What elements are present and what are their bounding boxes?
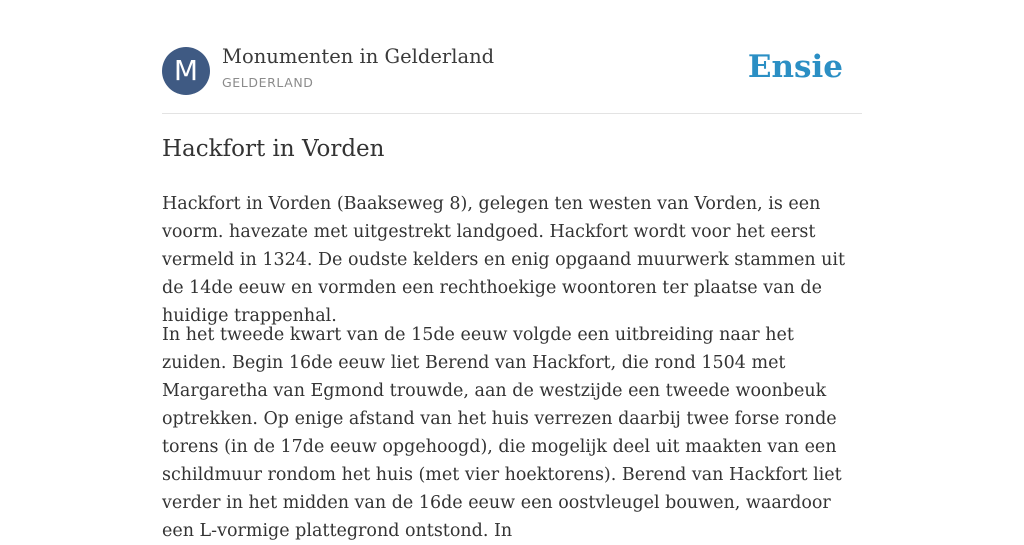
article-paragraph: Hackfort in Vorden (Baakseweg 8), gelegen ten westen van Vorden, is een voorm. havezate met uitgestrekt landgoed. Hackfort wordt voor het eerst vermeld in 1324. De oudste kelders en enig opgaand muurwerk stammen uit de 14de eeuw en vormden een rechthoekige woontoren ter plaatse van de huidige trappenhal. — [162, 194, 846, 326]
article-container — [162, 0, 862, 541]
source-header — [162, 0, 862, 114]
article-title: Hackfort in Vorden — [162, 136, 385, 162]
source-title[interactable]: Monumenten in Gelderland — [222, 45, 495, 68]
source-subtitle[interactable]: GELDERLAND — [222, 75, 314, 90]
article-paragraph: In het tweede kwart van de 15de eeuw volgde een uitbreiding naar het zuiden. Begin 16de eeuw liet Berend van Hackfort, die rond 1504 met Margaretha van Egmond trouwde, aan de westzijde een tweede woonbeuk optrekken. Op enige afstand van het huis verrezen daarbij twee forse ronde torens (in de 17de eeuw opgehoogd), die mogelijk deel uit maakten van een schildmuur rondom het huis (met vier hoektorens). Berend van Hackfort liet verder in het midden van de 16de eeuw een oostvleugel bouwen, waardoor een L-vormige plattegrond ontstond. In — [162, 325, 842, 541]
ensie-logo[interactable]: Ensie — [747, 49, 843, 85]
source-avatar[interactable]: M — [162, 47, 210, 95]
